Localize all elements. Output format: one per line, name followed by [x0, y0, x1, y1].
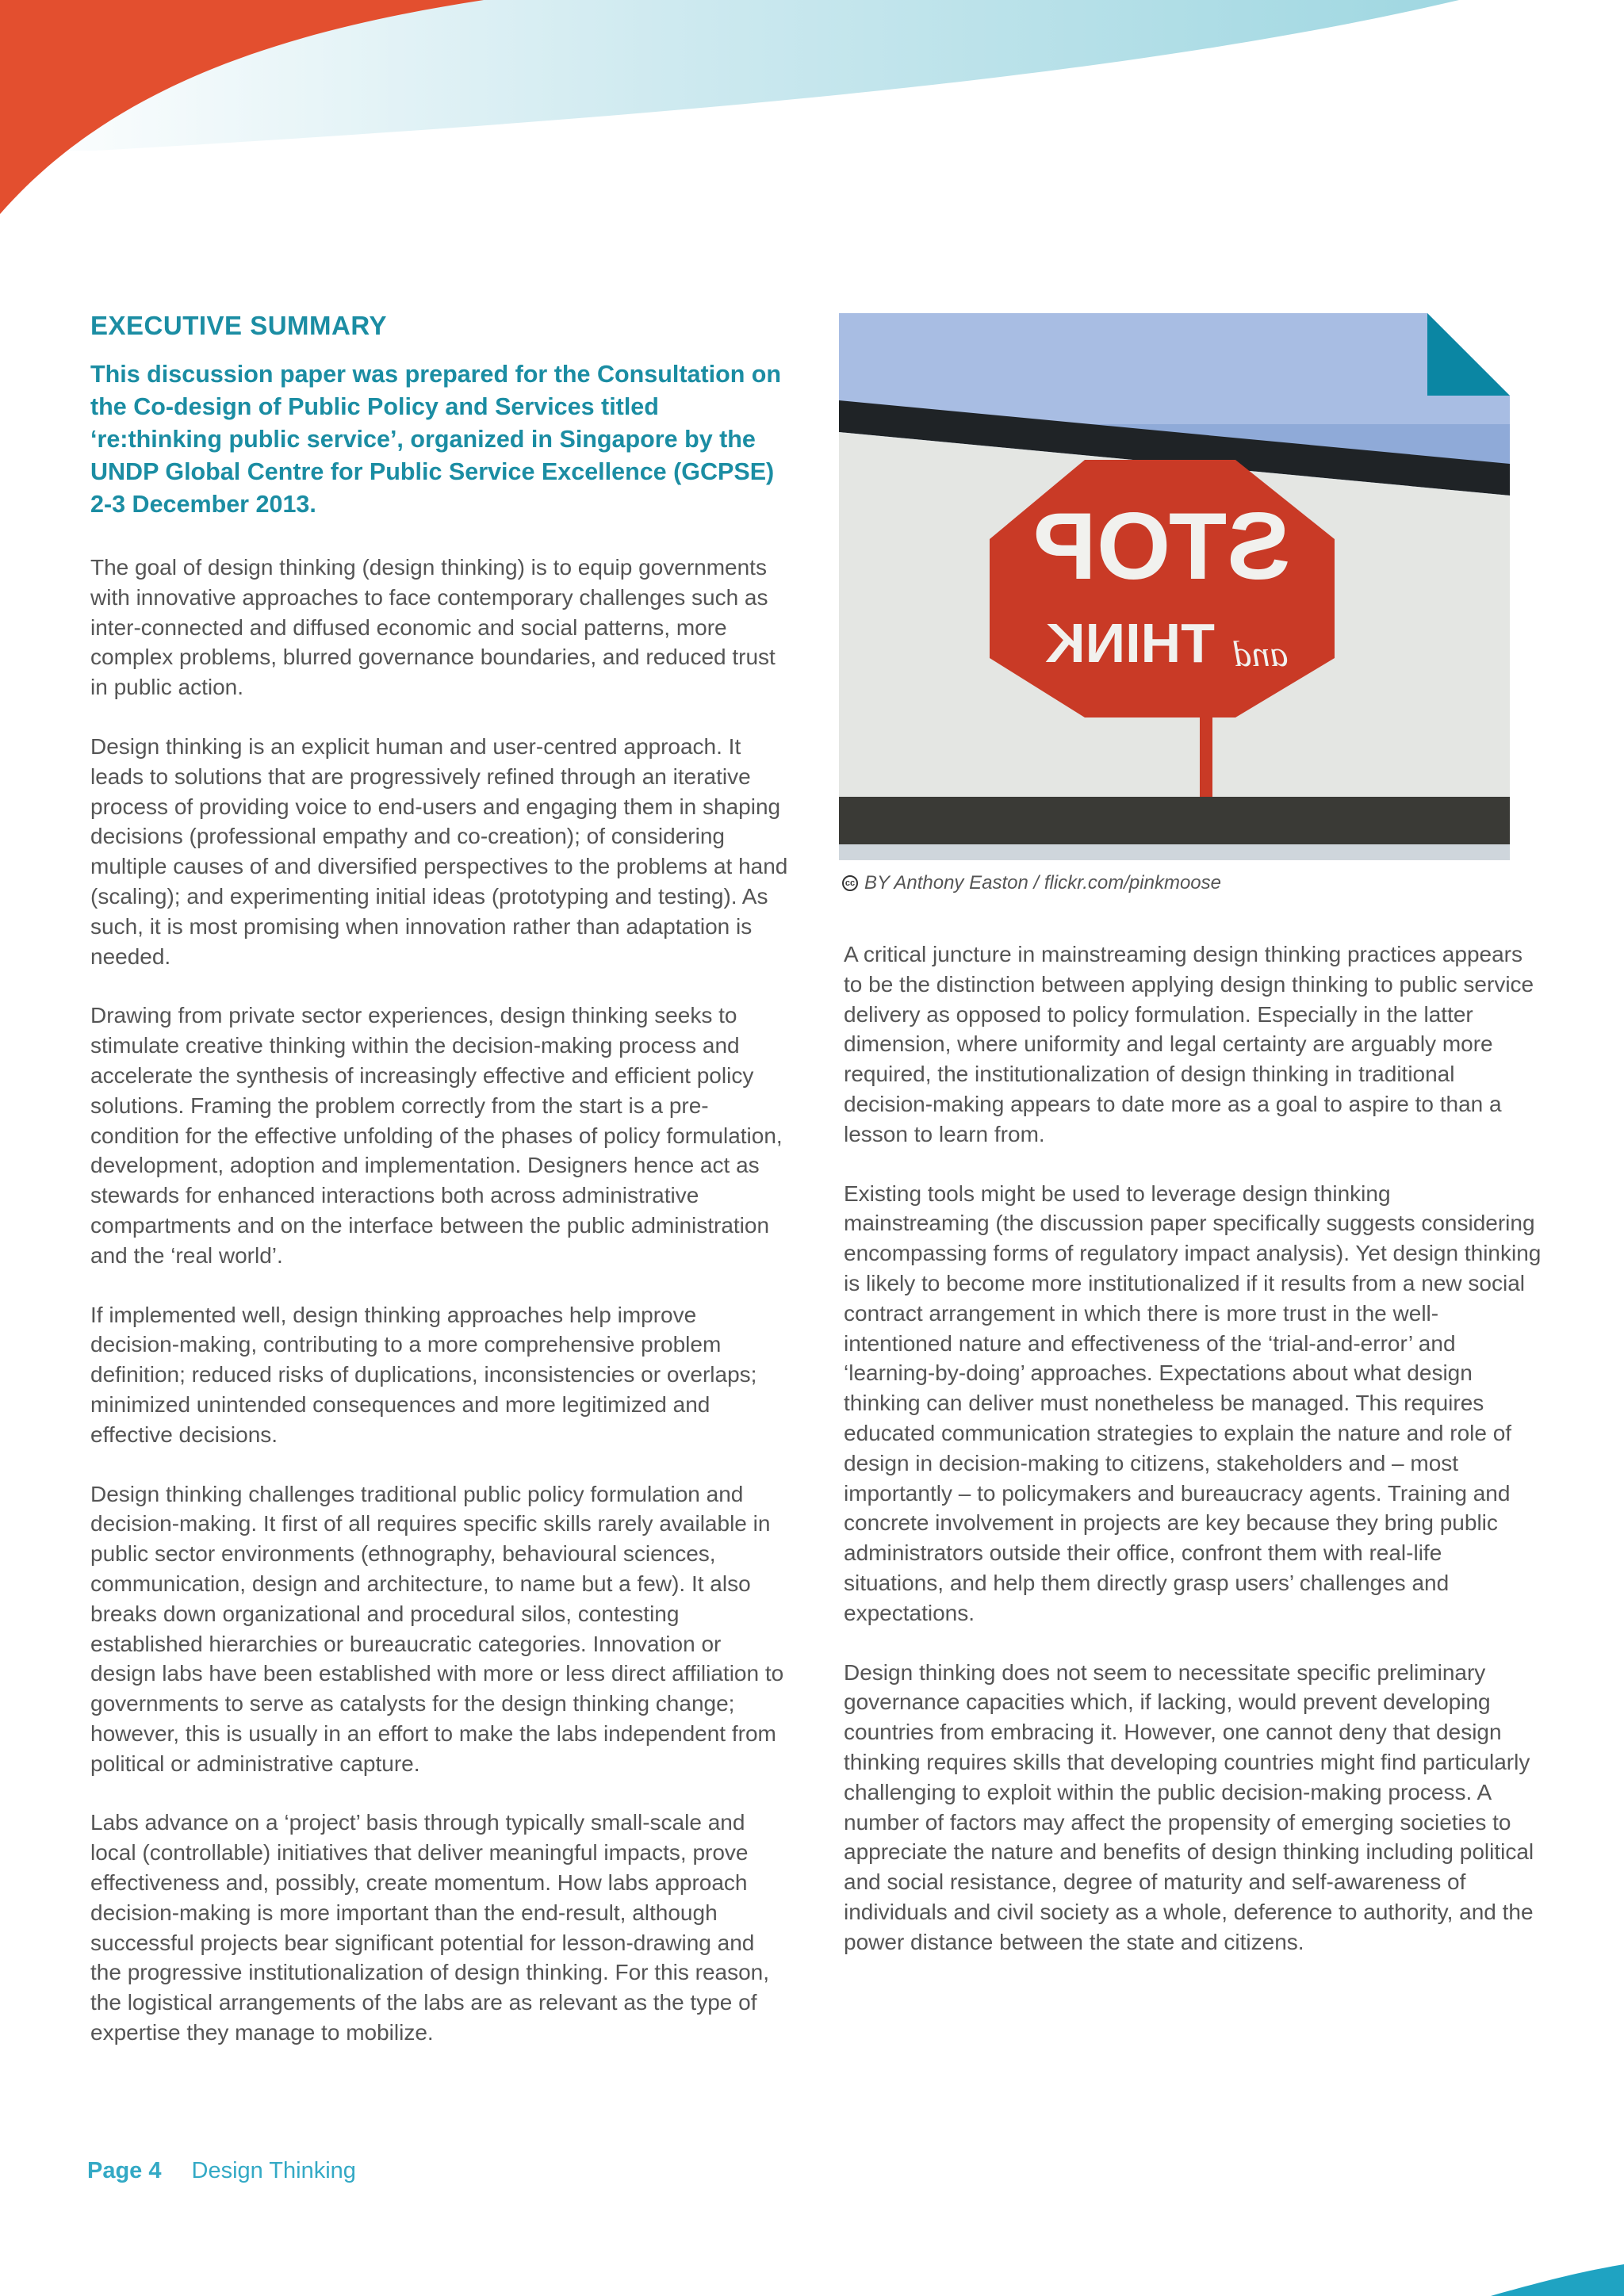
stop-think-photo	[839, 313, 1510, 860]
section-heading: EXECUTIVE SUMMARY	[90, 311, 387, 340]
right-column	[844, 939, 1542, 1987]
cc-license-icon: cc	[842, 875, 858, 891]
sign-think-text: THINK	[1045, 612, 1215, 674]
body-paragraph: The goal of design thinking (design thinking) is to equip governments with innovative approaches to face contemporary challenges such as inter-connected and diffused economic and social patterns, more complex problems, blurred governance boundaries, and reduced trust in public action.	[90, 555, 776, 700]
body-paragraph: Existing tools might be used to leverage design thinking mainstreaming (the discussion paper specifically suggests considering encompassing forms of regulatory impact analysis). Yet design thinking is likely to become more institutionalized if it results from a new social contract arrangement in which there is more trust in the well-intentioned nature and effectiveness of the ‘trial-and-error’ and ‘learning-by-doing’ approaches. Expectations about what design thinking can deliver must nonetheless be managed. This requires educated communication strategies to explain the nature and role of design in decision-making to citizens, stakeholders and – most importantly – to policymakers and bureaucracy agents. Training and concrete involvement in projects are key because they bring public administrators outside their office, confront them with real-life situations, and help them directly grasp users’ challenges and expectations.	[844, 1181, 1542, 1625]
body-paragraph: Design thinking is an explicit human and user-centred approach. It leads to solutions that are progressively refined through an iterative process of providing voice to end-users and engaging them in shaping decisions (professional empathy and co-creation); of considering multiple causes of and diversified perspectives to the problems at hand (scaling); and experimenting initial ideas (prototyping and testing). As such, it is most promising when innovation rather than adaptation is needed.	[90, 733, 788, 969]
body-paragraph: If implemented well, design thinking approaches help improve decision-making, contributing to a more comprehensive problem definition; reduced risks of duplications, inconsistencies or overlaps; minimized unintended consequences and more legitimized and effective decisions.	[90, 1302, 757, 1447]
sign-stop-text: STOP	[1032, 493, 1291, 599]
body-paragraph: Labs advance on a ‘project’ basis through typically small-scale and local (controllable) initiatives that deliver meaningful impacts, prove effectiveness and, possibly, create momentum. How labs approach decision-making is more important than the end-result, although successful projects bear significant potential for lesson-drawing and the progressive institutionalization of design thinking. For this reason, the logistical arrangements of the labs are as relevant as the type of expertise they manage to mobilize.	[90, 1810, 770, 2045]
body-paragraph: Design thinking does not seem to necessitate specific preliminary governance capacities which, if lacking, would prevent developing countries from embracing it. However, one cannot deny that design thinking requires skills that developing countries might find particularly challenging to exploit within the public decision-making process. A number of factors may affect the propensity of emerging societies to appreciate the nature and benefits of design thinking including political and social resistance, degree of maturity and self-awareness of individuals and civil society as a whole, deference to authority, and the power distance between the state and citizens.	[844, 1659, 1534, 1954]
left-column	[90, 311, 788, 2077]
body-paragraph: Design thinking challenges traditional public policy formulation and decision-making. It first of all requires specific skills rarely available in public sector environments (ethnography, behavioural sciences, communication, design and architecture, to name but a few). It also breaks down organizational and procedural silos, contesting established hierarchies or bureaucratic categories. Innovation or design labs have been established with more or less direct affiliation to governments to serve as catalysts for the design thinking change; however, this is usually in an effort to make the labs independent from political or administrative capture.	[90, 1481, 784, 1776]
lead-paragraph: This discussion paper was prepared for the Consultation on the Co-design of Public Policy and Services titled ‘re:thinking public service’, organized in Singapore by the UNDP Global Centre for Public Service Excellence (GCPSE) 2-3 December 2013.	[90, 361, 782, 518]
sign-and-text: and	[1233, 633, 1289, 674]
body-paragraph: A critical juncture in mainstreaming design thinking practices appears to be the distinction between applying design thinking to public service delivery as opposed to policy formulation. Especially in the latter dimension, where uniformity and legal certainty are arguably more required, the institutionalization of design thinking in traditional decision-making appears to date more as a goal to aspire to than a lesson to learn from.	[844, 942, 1534, 1146]
body-paragraph: Drawing from private sector experiences, design thinking seeks to stimulate creative thinking within the decision-making process and accelerate the synthesis of increasingly effective and efficient policy solutions. Framing the problem correctly from the start is a pre-condition for the effective unfolding of the phases of policy formulation, development, adoption and implementation. Designers hence act as stewards for enhanced interactions both across administrative compartments and on the interface between the public administration and the ‘real world’.	[90, 1003, 783, 1268]
photo-caption	[842, 872, 1221, 894]
top-decorative-swoosh	[0, 0, 1624, 238]
document-title: Design Thinking	[191, 2158, 356, 2183]
page-footer	[87, 2158, 356, 2184]
bottom-decorative-swoosh	[0, 2264, 1624, 2296]
caption-text: BY Anthony Easton / flickr.com/pinkmoose	[864, 872, 1221, 894]
page-number: Page 4	[87, 2158, 162, 2183]
